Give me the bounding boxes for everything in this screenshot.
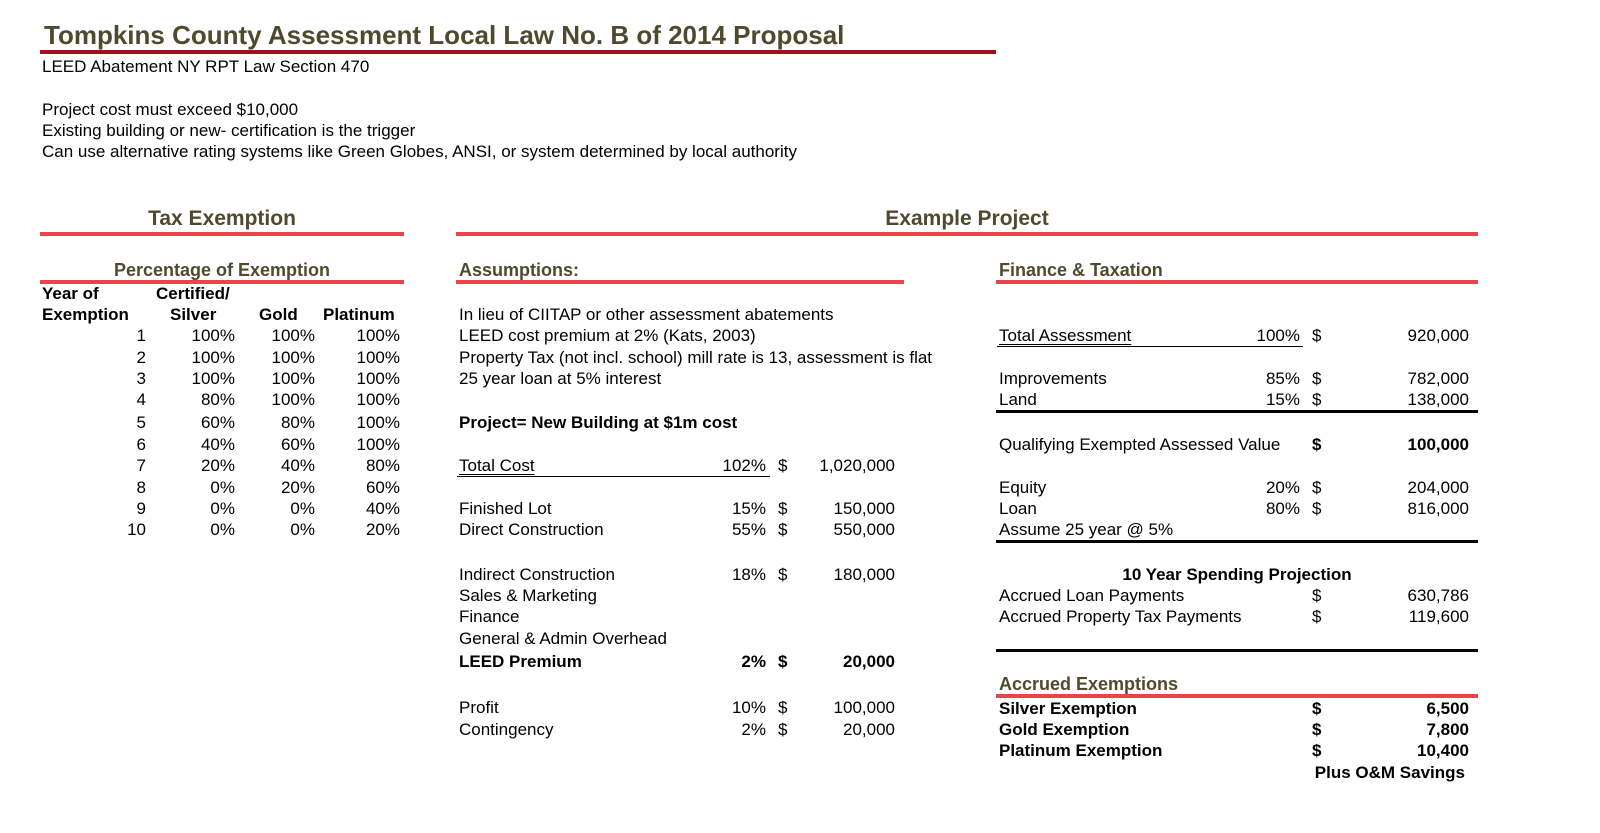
note-1: Project cost must exceed $10,000 xyxy=(42,100,299,119)
fin-label: Platinum Exemption xyxy=(999,741,1163,760)
fin-amt: 782,000 xyxy=(1407,369,1469,388)
cost-amt: 1,020,000 xyxy=(819,456,895,475)
platinum-cell: 100% xyxy=(356,348,400,367)
example-project-rule xyxy=(456,232,1478,236)
cost-amt: 20,000 xyxy=(843,652,895,671)
year-cell: 8 xyxy=(136,478,146,497)
note-2: Existing building or new- certification is the trigger xyxy=(42,121,416,140)
fin-amt: 100,000 xyxy=(1407,435,1469,454)
gold-cell: 80% xyxy=(280,413,315,432)
fin-amt: 10,400 xyxy=(1417,741,1469,760)
silver-cell: 60% xyxy=(200,413,235,432)
fin-pct: 80% xyxy=(1265,499,1300,518)
fin-amt: 6,500 xyxy=(1426,699,1469,718)
total-assessment-underline xyxy=(997,346,1303,347)
fin-amt: 7,800 xyxy=(1426,720,1469,739)
example-project-heading: Example Project xyxy=(885,207,1049,230)
assumptions-heading: Assumptions: xyxy=(459,260,580,280)
year-cell: 4 xyxy=(136,390,146,409)
silver-cell: 100% xyxy=(191,326,235,345)
year-cell: 5 xyxy=(136,413,146,432)
projection-rule xyxy=(996,649,1478,652)
fin-amt: 630,786 xyxy=(1407,586,1469,605)
fin-pct: 20% xyxy=(1265,478,1300,497)
cost-label: Total Cost xyxy=(459,456,535,475)
cost-label: LEED Premium xyxy=(459,652,582,671)
assume-rule xyxy=(996,540,1478,543)
platinum-cell: 80% xyxy=(365,456,400,475)
cost-label: Contingency xyxy=(459,720,554,739)
col-gold: Gold xyxy=(259,305,298,324)
fin-cur: $ xyxy=(1312,369,1322,388)
fin-cur: $ xyxy=(1312,499,1322,518)
cost-cur: $ xyxy=(778,720,788,739)
cost-cur: $ xyxy=(778,499,788,518)
page-title: Tompkins County Assessment Local Law No. B of 2014 Proposal xyxy=(44,20,845,50)
fin-label: Equity xyxy=(999,478,1047,497)
silver-cell: 40% xyxy=(200,435,235,454)
fin-amt: 816,000 xyxy=(1407,499,1469,518)
platinum-cell: 100% xyxy=(356,369,400,388)
cost-cur: $ xyxy=(778,456,788,475)
col-silver-1: Certified/ xyxy=(156,284,230,303)
year-cell: 10 xyxy=(127,520,146,539)
col-silver-2: Silver xyxy=(170,305,217,324)
fin-cur: $ xyxy=(1312,741,1322,760)
cost-pct: 15% xyxy=(731,499,766,518)
finance-rule xyxy=(996,280,1478,284)
platinum-cell: 60% xyxy=(365,478,400,497)
finance-heading: Finance & Taxation xyxy=(999,260,1163,280)
projection-heading: 10 Year Spending Projection xyxy=(1122,565,1352,584)
exemptions-heading: Accrued Exemptions xyxy=(999,674,1179,694)
cost-pct: 10% xyxy=(731,698,766,717)
tax-exemption-heading: Tax Exemption xyxy=(148,207,296,230)
col-platinum: Platinum xyxy=(323,305,395,324)
note-3: Can use alternative rating systems like Green Globes, ANSI, or system determined by local authority xyxy=(42,142,797,161)
fin-cur: $ xyxy=(1312,435,1322,454)
assumption-2: LEED cost premium at 2% (Kats, 2003) xyxy=(459,326,756,345)
exemptions-rule xyxy=(996,694,1478,698)
cost-label: Indirect Construction xyxy=(459,565,615,584)
plus-om-savings: Plus O&M Savings xyxy=(1314,763,1465,782)
fin-cur: $ xyxy=(1312,390,1322,409)
fin-amt: 920,000 xyxy=(1407,326,1469,345)
silver-cell: 0% xyxy=(210,520,235,539)
cost-cur: $ xyxy=(778,520,788,539)
total-cost-underline xyxy=(457,476,770,477)
cost-cur: $ xyxy=(778,698,788,717)
silver-cell: 0% xyxy=(210,499,235,518)
fin-pct: 85% xyxy=(1265,369,1300,388)
fin-pct: 15% xyxy=(1265,390,1300,409)
gold-cell: 100% xyxy=(271,326,315,345)
cost-amt: 20,000 xyxy=(843,720,895,739)
sales-marketing: Sales & Marketing xyxy=(459,586,597,605)
fin-pct: 100% xyxy=(1256,326,1300,345)
fin-label: Gold Exemption xyxy=(999,720,1130,739)
cost-cur: $ xyxy=(778,565,788,584)
fin-cur: $ xyxy=(1312,478,1322,497)
year-cell: 1 xyxy=(136,326,146,345)
silver-cell: 100% xyxy=(191,348,235,367)
cost-amt: 150,000 xyxy=(833,499,895,518)
cost-pct: 2% xyxy=(741,652,766,671)
assume-line: Assume 25 year @ 5% xyxy=(999,520,1174,539)
fin-amt: 138,000 xyxy=(1407,390,1469,409)
cost-label: Direct Construction xyxy=(459,520,604,539)
assumption-4: 25 year loan at 5% interest xyxy=(459,369,662,388)
title-rule xyxy=(40,50,996,54)
gold-cell: 100% xyxy=(271,369,315,388)
silver-cell: 20% xyxy=(200,456,235,475)
platinum-cell: 20% xyxy=(365,520,400,539)
assumption-3: Property Tax (not incl. school) mill rate is 13, assessment is flat xyxy=(459,348,933,367)
year-cell: 7 xyxy=(136,456,146,475)
fin-cur: $ xyxy=(1312,699,1322,718)
cost-amt: 100,000 xyxy=(833,698,895,717)
assumptions-rule xyxy=(456,280,904,284)
gold-cell: 0% xyxy=(290,520,315,539)
year-cell: 3 xyxy=(136,369,146,388)
platinum-cell: 40% xyxy=(365,499,400,518)
fin-cur: $ xyxy=(1312,720,1322,739)
gold-cell: 100% xyxy=(271,390,315,409)
tax-exemption-rule xyxy=(40,232,404,236)
platinum-cell: 100% xyxy=(356,413,400,432)
col-year-1: Year of xyxy=(42,284,99,303)
cost-pct: 18% xyxy=(731,565,766,584)
fin-label: Qualifying Exempted Assessed Value xyxy=(999,435,1281,454)
cost-amt: 550,000 xyxy=(833,520,895,539)
fin-cur: $ xyxy=(1312,586,1322,605)
page-subtitle: LEED Abatement NY RPT Law Section 470 xyxy=(42,57,370,76)
gold-cell: 20% xyxy=(280,478,315,497)
cost-label: Profit xyxy=(459,698,499,717)
silver-cell: 0% xyxy=(210,478,235,497)
fin-cur: $ xyxy=(1312,326,1322,345)
fin-label: Improvements xyxy=(999,369,1107,388)
assumption-1: In lieu of CIITAP or other assessment abatements xyxy=(459,305,834,324)
platinum-cell: 100% xyxy=(356,326,400,345)
gold-cell: 0% xyxy=(290,499,315,518)
fin-label: Silver Exemption xyxy=(999,699,1137,718)
gold-cell: 100% xyxy=(271,348,315,367)
finance-line: Finance xyxy=(459,607,520,626)
fin-cur: $ xyxy=(1312,607,1322,626)
cost-pct: 102% xyxy=(722,456,766,475)
cost-label: Finished Lot xyxy=(459,499,552,518)
fin-label: Loan xyxy=(999,499,1037,518)
gold-cell: 40% xyxy=(280,456,315,475)
fin-label: Total Assessment xyxy=(999,326,1132,345)
cost-pct: 55% xyxy=(731,520,766,539)
platinum-cell: 100% xyxy=(356,435,400,454)
silver-cell: 100% xyxy=(191,369,235,388)
fin-amt: 204,000 xyxy=(1407,478,1469,497)
cost-amt: 180,000 xyxy=(833,565,895,584)
percentage-heading: Percentage of Exemption xyxy=(113,260,331,280)
year-cell: 9 xyxy=(136,499,146,518)
fin-label: Accrued Loan Payments xyxy=(999,586,1185,605)
land-rule xyxy=(996,410,1478,413)
gen-admin-line: General & Admin Overhead xyxy=(459,629,667,648)
fin-label: Accrued Property Tax Payments xyxy=(999,607,1242,626)
project-line: Project= New Building at $1m cost xyxy=(459,413,738,432)
cost-pct: 2% xyxy=(741,720,766,739)
platinum-cell: 100% xyxy=(356,390,400,409)
gold-cell: 60% xyxy=(280,435,315,454)
year-cell: 2 xyxy=(136,348,146,367)
col-year-2: Exemption xyxy=(42,305,129,324)
fin-amt: 119,600 xyxy=(1408,607,1469,626)
fin-label: Land xyxy=(999,390,1037,409)
silver-cell: 80% xyxy=(200,390,235,409)
year-cell: 6 xyxy=(136,435,146,454)
cost-cur: $ xyxy=(778,652,788,671)
